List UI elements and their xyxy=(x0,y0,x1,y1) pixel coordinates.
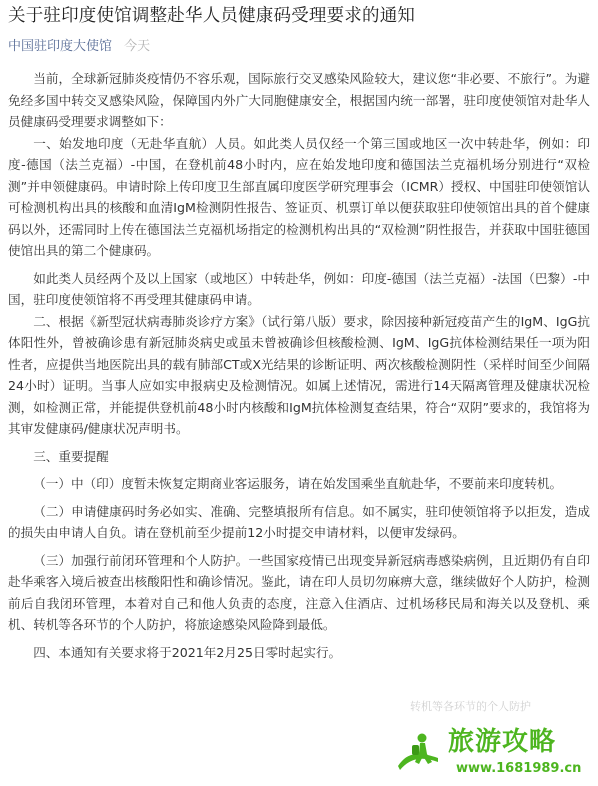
paragraph-reminder-one: （一）中（印）度暂未恢复定期商业客运服务，请在始发国乘坐直航赴华，不要前来印度转机。 xyxy=(33,476,563,491)
paragraph-section-one: 一、始发地印度（无赴华直航）人员。如此类人员仅经一个第三国或地区一次中转赴华，例如：印度-德国（法兰克福）-中国，在登机前48小时内，应在始发地印度和德国法兰克福机场分别进行“双检测”并申领健康码。申请时除上传印度卫生部直属印度医学研究理事会（ICMR）授权、中国驻印使领馆认可检测机构出具的核酸和血清IgM检测阴性报告、签证页、机票订单以便获取驻印使领馆出具的首个健康码以外，还需同时上传在德国法兰克福机场指定的检测机构出具的“双检测”阴性报告，并获取中国驻德国使馆出具的第二个健康码。 xyxy=(8,135,590,258)
article-body xyxy=(8,68,590,663)
watermark-url: www.1681989.cn xyxy=(456,761,582,776)
publish-date: 今天 xyxy=(124,39,151,54)
paragraph-effective-date: 四、本通知有关要求将于2021年2月25日零时起实行。 xyxy=(33,644,342,660)
paragraph-intro: 当前，全球新冠肺炎疫情仍不容乐观，国际旅行交叉感染风险较大，建议您“非必要、不旅行”。为避免经多国中转交叉感染风险，保障国内外广大同胞健康安全，根据国内统一部署，驻印度使领馆对赴华人员健康码受理要求调整如下： xyxy=(8,71,590,129)
section-heading-reminders: 三、重要提醒 xyxy=(33,448,109,464)
article-title: 关于驻印度使馆调整赴华人员健康码受理要求的通知 xyxy=(8,6,416,26)
traveler-logo-icon xyxy=(392,728,444,780)
paragraph-multi-transit: 如此类人员经两个及以上国家（或地区）中转赴华，例如：印度-德国（法兰克福）-法国（巴黎）-中国，驻印度使领馆将不再受理其健康码申请。 xyxy=(8,270,590,307)
site-watermark xyxy=(392,724,592,782)
account-link[interactable]: 中国驻印度大使馆 xyxy=(8,39,113,54)
watermark-brand: 旅游攻略 xyxy=(448,727,557,757)
paragraph-reminder-three: （三）加强行前闭环管理和个人防护。一些国家疫情已出现变异新冠病毒感染病例，且近期仍有自印赴华乘客入境后被查出核酸阳性和确诊情况。鉴此，请在印人员切勿麻痹大意，继续做好个人防护，检测前后自我闭环管理，本着对自己和他人负责的态度，注意入住酒店、过机场移民局和海关以及登机、乘机、转机等各环节的个人防护，将旅途感染风险降到最低。 xyxy=(8,552,590,632)
paragraph-section-two: 二、根据《新型冠状病毒肺炎诊疗方案》（试行第八版）要求，除因接种新冠疫苗产生的IgM、IgG抗体阳性外，曾被确诊患有新冠肺炎病史或虽未曾被确诊但核酸检测、IgM、IgG抗体检测结果任一项为阳性者，应提供当地医院出具的载有肺部CT或X光结果的诊断证明、两次核酸检测阴性（采样时间至少间隔24小时）证明。当事人应如实申报病史及检测情况。如属上述情况，需进行14天隔离管理及健康状况检测，如检测正常，并能提供登机前48小时内核酸和IgM抗体检测复查结果，符合“双阴”要求的，我馆将为其审发健康码/健康状况声明书。 xyxy=(8,313,590,436)
faint-watermark-text: 转机等各环节的个人防护 xyxy=(410,700,531,713)
paragraph-reminder-two: （二）申请健康码时务必如实、准确、完整填报所有信息。如不属实，驻印使领馆将予以拒发，造成的损失由申请人自负。请在登机前至少提前12小时提交申请材料，以便审发绿码。 xyxy=(8,503,590,540)
article-meta xyxy=(8,36,590,58)
